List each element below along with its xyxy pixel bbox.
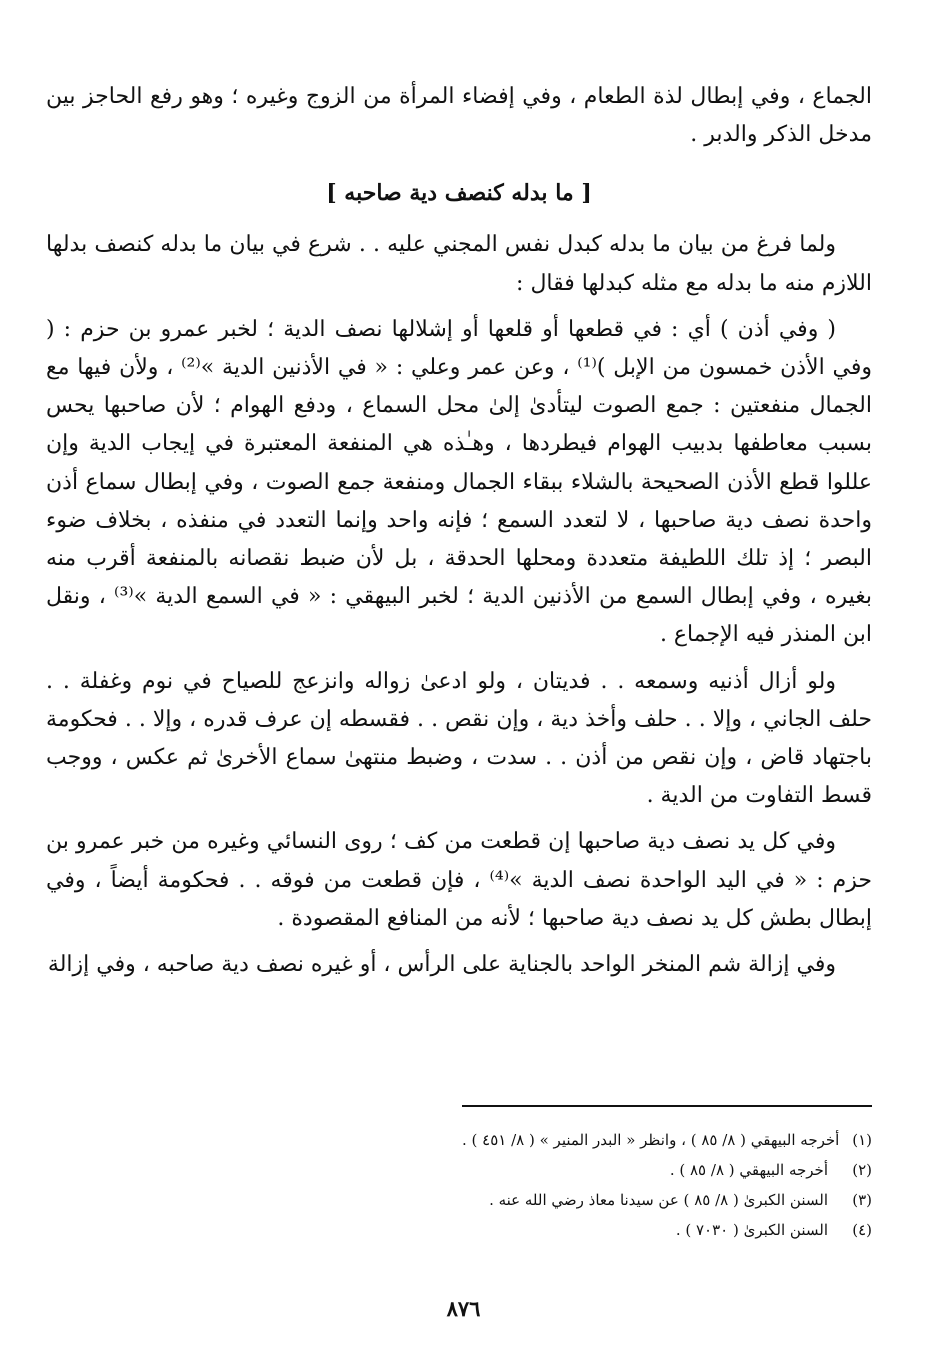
footnote-number: (٢) xyxy=(852,1161,872,1179)
paragraph-hand: وفي كل يد نصف دية صاحبها إن قطعت من كف ؛ روى النسائي وغيره من خبر عمرو بن حزم : « في اليد الواحدة نصف الدية »⁽⁴⁾ ، فإن قطعت من فوقه . . فحكومة أيضاً ، وفي إبطال بطش كل يد نصف دية صاحبها ؛ لأنه من المنافع المقصودة . xyxy=(46,829,872,931)
footnotes xyxy=(462,1105,872,1245)
page-number: ٨٧٦ xyxy=(446,1296,481,1321)
paragraph-ear: ( وفي أذن ) أي : في قطعها أو قلعها أو إشلالها نصف الدية ؛ لخبر عمرو بن حزم : ( وفي الأذن خمسون من الإبل )⁽¹⁾ ، وعن عمر وعلي : « في الأذنين الدية »⁽²⁾ ، ولأن فيها مع الجمال منفعتين : جمع الصوت ليتأدىٰ إلىٰ محل السماع ، ودفع الهوام ؛ لأن صاحبها يحس بسبب معاطفها بدبيب الهوام فيطردها ، وهـٰذه هي المنفعة المعتبرة في إيجاب الدية وإن عللوا قطع الأذن الصحيحة بالشلاء ببقاء الجمال ومنفعة جمع الصوت ، وفي إبطال سماع أذن واحدة نصف دية صاحبها ، لا لتعدد السمع ؛ فإنه واحد وإنما التعدد في منفذه ، بخلاف ضوء البصر ؛ إذ تلك اللطيفة متعددة ومحلها الحدقة ، بل لأن ضبط نقصانه بالمنفعة أقرب منه بغيره ، وفي إبطال السمع من الأذنين الدية ؛ لخبر البيهقي : « في السمع الدية »⁽³⁾ ، ونقل ابن المنذر فيه الإجماع . xyxy=(46,316,872,648)
footnote-item xyxy=(462,1125,872,1155)
section-heading: [ ما بدله كنصف دية صاحبه ] xyxy=(326,180,592,207)
footnote-text: أخرجه البيهقي ( ٨/ ٨٥ ) ، وانظر « البدر المنير » ( ٨/ ٤٥١ ) . xyxy=(462,1131,840,1149)
footnote-text: السنن الكبرىٰ ( ٧٠٣٠ ) . xyxy=(675,1221,828,1239)
paragraph-smell: وفي إزالة شم المنخر الواحد بالجناية على الرأس ، أو غيره نصف دية صاحبه ، وفي إزالة xyxy=(47,952,836,978)
footnote-number: (٤) xyxy=(852,1221,872,1239)
footnote-text: أخرجه البيهقي ( ٨/ ٨٥ ) . xyxy=(669,1161,828,1179)
footnote-number: (٣) xyxy=(852,1191,872,1209)
footnote-item xyxy=(462,1185,872,1215)
footnote-item xyxy=(462,1155,872,1185)
footnote-text: السنن الكبرىٰ ( ٨/ ٨٥ ) عن سيدنا معاذ رضي الله عنه . xyxy=(489,1191,828,1209)
paragraph-intro: ولما فرغ من بيان ما بدله كبدل نفس المجني عليه . . شرع في بيان ما بدله كنصف بدلها اللازم منه ما بدله مع مثله كبدلها فقال : xyxy=(46,232,872,296)
footnote-item xyxy=(462,1215,872,1245)
footnote-number: (١) xyxy=(852,1131,872,1149)
paragraph-hearing: ولو أزال أذنيه وسمعه . . فديتان ، ولو ادعىٰ زواله وانزعج للصياح في نوم وغفلة . . حلف الجاني ، وإلا . . حلف وأخذ دية ، وإن نقص . . فقسطه إن عرف قدره ، وإلا . . فحكومة باجتهاد قاض ، وإن نقص من أذن . . سدت ، وضبط منتهىٰ سماع الأخرىٰ ثم عكس ، ووجب قسط التفاوت من الدية . xyxy=(46,668,872,809)
paragraph-continuation: الجماع ، وفي إبطال لذة الطعام ، وفي إفضاء المرأة من الزوج وغيره ؛ وهو رفع الحاجز بين مدخل الذكر والدبر . xyxy=(46,84,872,148)
page-body xyxy=(46,78,872,984)
